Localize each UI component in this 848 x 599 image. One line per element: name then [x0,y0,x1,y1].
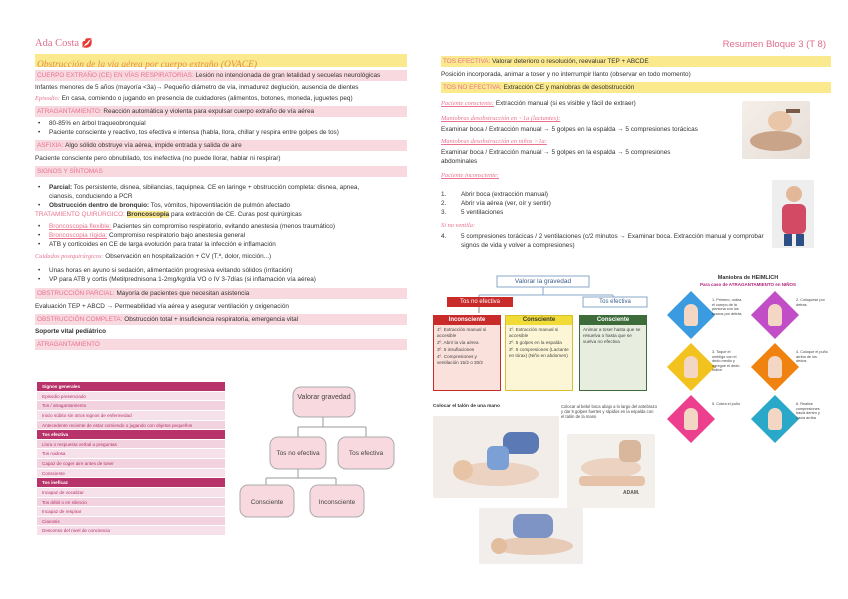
table-row: Consciente [37,469,225,479]
child-cpr-icon [479,508,583,564]
diagram-col-3 [579,315,647,391]
col-items [506,325,572,362]
col-item: Animar a toser hasta que se resuelva o hasta que se vuelva no efectiva [583,327,641,344]
col-title: Inconsciente [434,316,500,325]
col-item: 2º. 5 golpes en la espalda [509,340,562,345]
tratamiento-title: TRATAMIENTO QUIRÚRGICO: Broncoscopia para extracción de CE. Curas post quirúrgicas [35,211,302,218]
diagram-col-1 [433,315,501,391]
diagram-no-efectiva: Tos no efectiva [459,299,501,305]
list-item: 3. 5 ventilaciones [441,209,504,216]
heimlich-step [668,396,744,444]
table-row: Tos / atragantamiento [37,401,225,411]
step-label: 3. Toque el ombligo con el dedo medio y agregue el dedo índice [712,350,740,373]
table-row: Incapaz de respirar [37,507,225,517]
person-icon [684,408,698,430]
asfixia-desc: Paciente consciente pero obnubilado, tos inefectiva (no puede llorar, hablar ni respirar) [35,155,281,162]
heimlich-subtitle: Para caso de ATRAGANTAMIENTO en NIÑOS [699,282,797,287]
col-item: 3º. 5 insuflaciones [437,347,475,352]
table-row: Llora o respuesta verbal a preguntas [37,440,225,450]
table-row: Episodio presenciado [37,392,225,402]
lactantes-text: Examinar boca / Extracción manual → 5 golpes en la espalda → 5 compresiones torácicas [441,126,698,133]
table-header-row: Tos ineficaz [37,478,225,488]
col-item: 1º. Extracción manual si accesible [509,327,559,338]
atragantamiento-list [35,119,407,137]
step-label: 5. Cubra el puño [712,402,741,406]
cpr-photos [433,404,658,564]
child-heimlich-photo [772,180,814,248]
list-item: • 80-85% en árbol traqueobronquial [35,119,407,128]
ninos-text: Examinar boca / Extracción manual → 5 golpes en la espalda → 5 compresiones abdominales [441,149,671,165]
obs-completa: OBSTRUCCIÓN COMPLETA: Obstrucción total + insuficiencia respiratoria, emergencia vital [35,314,407,325]
child-icon [772,180,814,248]
diagram-top-label: Valorar la gravedad [514,278,572,285]
list-item: 2. Abrir vía aérea (ver, oír y sentir) [441,200,551,207]
col-item: 2º. Abrir la vía aérea [437,340,479,345]
signos-title: SIGNOS Y SÍNTOMAS [35,166,407,177]
person-icon [768,408,782,430]
list-item: • VP para ATB y cortis (Metilprednisona 1-2mg/kg/día VO o IV 3-7días (si inflamación vía aérea) [35,275,407,284]
tratamiento-list [35,222,407,249]
list-item: • Unas horas en ayuno si sedación, alimentación progresiva evitando sólidos (irritación) [35,266,407,275]
person-icon [684,356,698,378]
adam-logo: ADAM. [623,490,640,496]
list-item: • ATB y corticoides en CE de larga evolución para tratar la infección e inflamación [35,240,407,249]
ce-definition: CUERPO EXTRAÑO (CE) EN VÍAS RESPIRATORIAS: Lesión no intencionada de gran letalidad y secuelas neurológicas [35,70,407,81]
page-title: Resumen Bloque 3 (T 8) [722,39,826,50]
flow-left-label: Tos no efectiva [276,450,320,457]
table-header-row: Tos efectiva [37,430,225,440]
list-item: • Broncoscopia rígida: Compromiso respiratorio bajo anestesia general [35,231,407,240]
cpr-infant-icon [433,416,559,498]
list-item: • Broncoscopia flexible: Pacientes sin compromiso respiratorio, evitando anestesia (menos traumático) [35,222,407,231]
signos-list [35,183,407,210]
left-column [35,54,407,350]
cpr-infant-photo [433,416,559,498]
list-item: • Obstrucción dentro de bronquio: Tos, vómitos, hipoventilación de pulmón afectado [35,201,407,210]
table-row: Antecedente reciente de estar comiendo o jugando con objetos pequeños [37,421,225,431]
col-items [580,325,646,348]
asfixia-def: ASFIXIA: Algo sólido obstruye vía aérea, impide entrada y salida de aire [35,140,407,151]
col-item: 3º. 5 compresiones (Lactante en tórax) (Niño en abdomen) [509,347,569,358]
table-row: Capaz de coger aire antes de toser [37,459,225,469]
step-4: 4. 5 compresiones torácicas / 2 ventilaciones (c/2 minutos → Examinar boca. Extracción manual y comprobar signos de vida y volver a compresiones) [441,233,764,249]
step-label: 2. Colóquese por detrás [796,298,825,307]
episodio-text: Episodio: En casa, comiendo o jugando en presencia de cuidadores (alimentos, botones, moneda, juguetes peq) [35,95,353,102]
col-items [434,325,500,369]
list-item: • Paciente consciente y reactivo, tos efectiva e intensa (habla, llora, chillar y respira entre golpes de tos) [35,128,407,137]
section-title: Obstrucción de la vía aérea por cuerpo extraño (OVACE) [37,60,258,70]
table-row: Cianosis [37,517,225,527]
table-row: Tos ruidosa [37,449,225,459]
table-row: Incapaz de vocalizar [37,488,225,498]
heimlich-step [752,292,828,340]
col-item: 1º. Extracción manual si accesible [437,327,487,338]
cpr-caption-right: Colocar al bebé boca abajo a lo largo del antebrazo y dar 5 golpes fuertes y rápidos en la espalda con el talón de la mano [561,404,657,419]
consciente-text: Paciente consciente: Extracción manual (si es visible y fácil de extraer) [441,100,636,107]
heimlich-step [752,344,828,392]
cuidados-text: Cuidados postquirúrgicos: Observación en hospitalización + CV (T.ª, dolor, micción...) [35,253,272,260]
table-row: Tos débil o en silencio [37,498,225,508]
table-row: Descenso del nivel de conciencia [37,526,225,536]
col-title: Consciente [580,316,646,325]
person-icon [684,304,698,326]
list-item: 1. Abrir boca (extracción manual) [441,191,549,198]
posicion-text: Posición incorporada, animar a toser y no interrumpir llanto (observar en todo momento) [441,71,691,78]
list-item: • Parcial: Tos persistente, disnea, sibilancias, taquipnea. CE en laringe + obstrucción completa: disnea, apnea, cianosis, conduciendo a PCR [35,183,407,201]
heimlich-infographic [664,275,832,449]
table-row: Inicio súbito sin otros signos de enfermedad [37,411,225,421]
atragantamiento-title: ATRAGANTAMIENTO [35,339,407,350]
back-blows-photo [567,434,655,508]
lactantes-title: Maniobras desobstrucción en <1a (lactantes): [441,115,561,122]
person-icon [768,304,782,326]
ninos-title: Maniobras desobstrucción en niños >1a: [441,138,547,145]
heimlich-grid [664,288,832,446]
evaluacion-text: Evaluación TEP + ABCD → Permeabilidad vía aérea y asegurar ventilación y oxigenación [35,303,289,310]
si-no-ventila: Si no ventila: [441,222,476,229]
cuidados-list [35,266,407,284]
step-label: 1. Primero, rodea el cuerpo de la persona con los brazos por detrás [712,298,742,316]
heimlich-step [668,344,744,392]
left-flowchart [238,385,408,525]
flow-bl-label: Consciente [250,499,284,506]
child-cpr-photo [479,508,583,564]
person-icon [768,356,782,378]
step-label: 6. Realice compresiones hacia dentro y hacia arriba [796,402,820,420]
valorar-diagram [433,275,655,393]
inconsciente-title: Paciente inconsciente: [441,172,500,179]
obs-parcial: OBSTRUCCIÓN PARCIAL: Mayoría de pacientes que necesitan asistencia [35,288,407,299]
diagram-efectiva: Tos efectiva [599,299,631,305]
flow-right-label: Tos efectiva [348,450,384,457]
diagram-col-2 [505,315,573,391]
tos-efectiva: TOS EFECTIVA: Valorar deterioro o resolución, reevaluar TEP + ABCDE [441,56,831,67]
table-header-row: Signos generales [37,382,225,392]
heimlich-step [668,292,744,340]
col-title: Consciente [506,316,572,325]
step-label: 4. Coloque el puño arriba de los dedos [796,350,828,364]
infant-icon [742,101,810,159]
back-blows-icon [567,434,655,508]
section-title-bar [35,54,407,70]
flow-top-label: Valorar gravedad [297,394,351,401]
col-item: 4º. Compresiones y ventilación 15/2 o 30/2 [437,354,483,365]
soporte-vital: Soporte vital pediátrico [35,328,107,335]
flow-bm-label: Inconsciente [318,499,356,506]
signs-table [37,382,225,536]
atragantamiento-def: ATRAGANTAMIENTO: Reacción automática y violenta para expulsar cuerpo extraño de vía aérea [35,106,407,117]
infant-back-blows-photo [742,101,810,159]
heimlich-title: Maniobra de HEIMLICH [717,275,779,281]
tos-no-efectiva: TOS NO EFECTIVA: Extracción CE y maniobras de desobstrucción [441,82,831,93]
cpr-caption-left: Colocar el talón de una mano [433,404,500,409]
infants-text: Infantes menores de 5 años (mayoría <3a)→ Pequeño diámetro de vía, inmadurez deglución, ausencia de dientes [35,84,359,91]
author-name: Ada Costa 💋 [35,38,93,49]
heimlich-step [752,396,828,444]
